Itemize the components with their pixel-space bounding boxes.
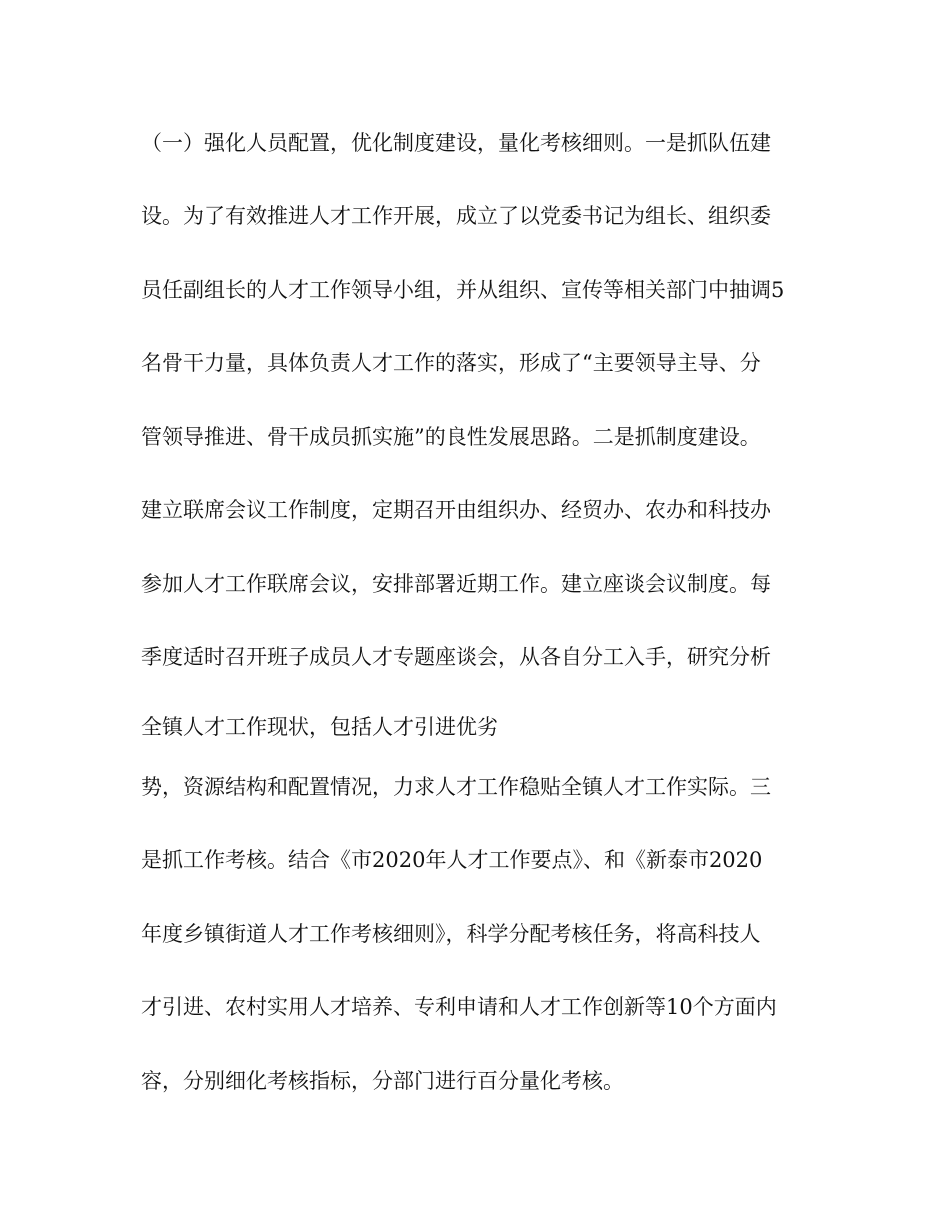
paragraph-line: 管领导推进、骨干成员抓实施”的良性发展思路。二是抓制度建设。 [141, 425, 761, 449]
paragraph-line: 才引进、农村实用人才培养、专利申请和人才工作创新等10个方面内 [141, 995, 777, 1019]
paragraph-line: 建立联席会议工作制度，定期召开由组织办、经贸办、农办和科技办 [141, 498, 771, 522]
paragraph-line: 季度适时召开班子成员人才专题座谈会，从各自分工入手，研究分析 [141, 645, 771, 669]
paragraph-line: 容，分别细化考核指标，分部门进行百分量化考核。 [141, 1069, 624, 1093]
paragraph-line: 年度乡镇街道人才工作考核细则》，科学分配考核任务，将高科技人 [141, 922, 761, 946]
paragraph-line: 全镇人才工作现状，包括人才引进优劣 [141, 715, 498, 739]
paragraph-line: 参加人才工作联席会议，安排部署近期工作。建立座谈会议制度。每 [141, 572, 771, 596]
paragraph-line: 名骨干力量，具体负责人才工作的落实，形成了“主要领导主导、分 [141, 351, 761, 375]
paragraph-line: 设。为了有效推进人才工作开展，成立了以党委书记为组长、组织委 [141, 204, 771, 228]
paragraph-line: （一）强化人员配置，优化制度建设，量化考核细则。一是抓队伍建 [141, 131, 771, 155]
paragraph-line: 员任副组长的人才工作领导小组，并从组织、宣传等相关部门中抽调5 [141, 278, 785, 302]
paragraph-line: 是抓工作考核。结合《市2020年人才工作要点》、和《新泰市2020 [141, 848, 763, 872]
paragraph-line: 势，资源结构和配置情况，力求人才工作稳贴全镇人才工作实际。三 [141, 775, 771, 799]
